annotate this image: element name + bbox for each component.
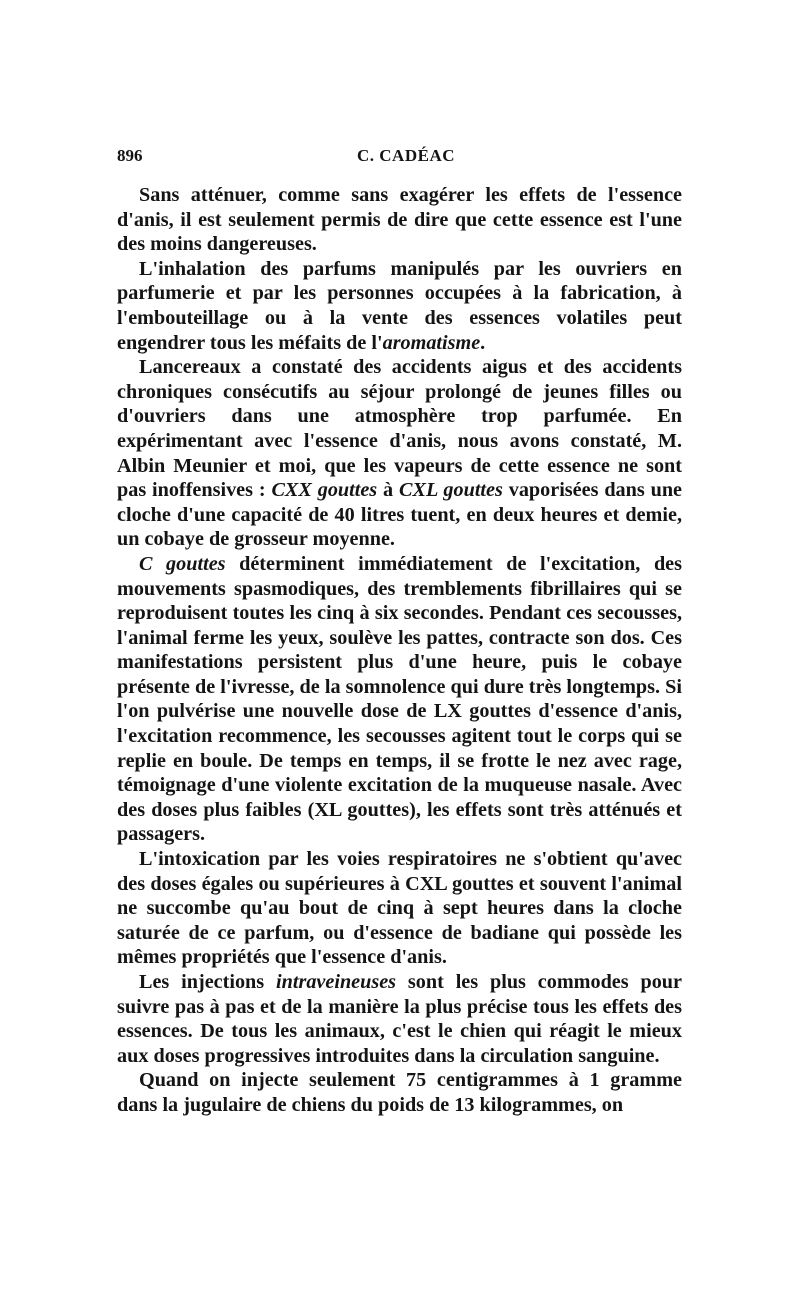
paragraph-6-text: sont les plus commodes pour suivre pas à pas et de la manière la plus précise tous les effets des essences. De tous les animaux, c'est le chien qui réagit le mieux aux doses progressives introduites dans la circulation sanguine. [117,971,682,1067]
paragraph-2-end: . [480,331,486,354]
paragraph-4-text: déterminent immédiatement de l'excitation, des mouvements spasmodiques, des tremblements fibrillaires qui se reproduisent toutes les cinq à six secondes. Pendant ces secousses, l'animal ferme les yeux, soulève les pattes, contracte son dos. Ces manifestations persistent plus d'une heure, puis le cobaye présente de l'ivresse, de la somnolence qui dure très longtemps. Si l'on pulvérise une nouvelle dose de LX gouttes d'essence d'anis, l'excitation recommence, les secousses agitent tout le corps qui se replie en boule. De temps en temps, il se frotte le nez avec rage, témoignage d'une violente excitation de la muqueuse nasale. Avec des doses plus faibles (XL gouttes), les effets sont très atténués et passagers. [117,552,682,846]
italic-term-intraveineuses: intraveineuses [276,971,397,993]
paragraph-3 [117,355,682,552]
book-page [117,146,682,1118]
paragraph-6 [117,970,682,1068]
paragraph-3-connector: à [377,479,400,502]
paragraph-2-text: L'inhalation des parfums manipulés par les ouvriers en parfumerie et par les personnes occupées à la fabrication, à l'embouteillage ou à la vente des essences volatiles peut engendrer tous les méfaits de l' [117,257,682,354]
italic-dose-cxx: CXX gouttes [271,479,378,502]
italic-dose-c: C gouttes [139,552,226,575]
body-text [117,183,682,1118]
paragraph-2 [117,257,682,355]
paragraph-7: Quand on injecte seulement 75 centigrammes à 1 gramme dans la jugulaire de chiens du poids de 13 kilogrammes, on [117,1069,682,1116]
paragraph-1: Sans atténuer, comme sans exagérer les effets de l'essence d'anis, il est seulement permis de dire que cette essence est l'une des moins dangereuses. [117,184,682,256]
page-number: 896 [117,146,143,165]
paragraph-6-start: Les injections [139,971,277,993]
italic-dose-cxl: CXL gouttes [399,479,503,502]
running-head: C. CADÉAC [357,146,455,165]
paragraph-4 [117,552,682,847]
paragraph-3-text: Lancereaux a constaté des accidents aigus et des accidents chroniques consécutifs au séjour prolongé de jeunes filles ou d'ouvriers dans une atmosphère trop parfumée. En expérimentant avec l'essence d'anis, nous avons constaté, M. Albin Meunier et moi, que les vapeurs de cette essence ne sont pas inoffensives : [117,356,682,502]
italic-term-aromatisme: aromatisme [382,331,481,354]
page-header [117,146,682,172]
paragraph-5: L'intoxication par les voies respiratoires ne s'obtient qu'avec des doses égales ou supérieures à CXL gouttes et souvent l'animal ne succombe qu'au bout de cinq à sept heures dans la cloche saturée de ce parfum, ou d'essence de badiane qui possède les mêmes propriétés que l'essence d'anis. [117,848,682,969]
paragraph-3-end: vaporisées dans une cloche d'une capacité de 40 litres tuent, en deux heures et demie, un cobaye de grosseur moyenne. [117,479,683,551]
